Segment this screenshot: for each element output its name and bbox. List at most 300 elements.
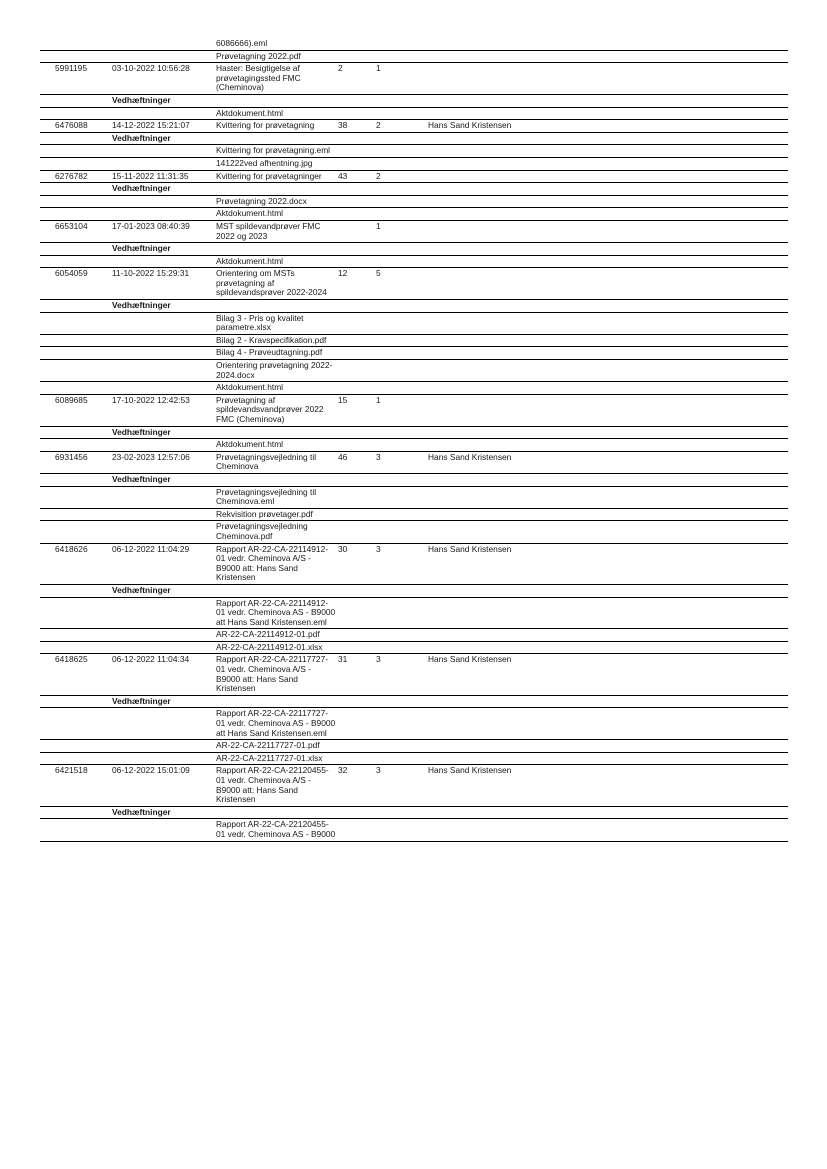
empty-cell xyxy=(40,708,110,740)
document-number: 43 xyxy=(336,170,374,183)
attachments-header-row xyxy=(40,426,788,439)
attachment-row xyxy=(40,819,788,841)
empty-cell xyxy=(336,243,374,256)
empty-cell xyxy=(336,806,374,819)
empty-cell xyxy=(428,195,788,208)
empty-cell xyxy=(336,584,374,597)
empty-cell xyxy=(214,132,336,145)
document-row xyxy=(40,543,788,584)
attachments-label: Vedhæftninger xyxy=(110,695,214,708)
empty-cell xyxy=(374,360,428,382)
empty-cell xyxy=(336,360,374,382)
empty-cell xyxy=(336,157,374,170)
document-person xyxy=(428,170,788,183)
empty-cell xyxy=(336,439,374,452)
empty-cell xyxy=(336,426,374,439)
document-row xyxy=(40,765,788,806)
attachments-header-row xyxy=(40,806,788,819)
empty-cell xyxy=(428,208,788,221)
empty-cell xyxy=(110,38,214,50)
attachment-name: Kvittering for prøvetagning.eml xyxy=(214,145,336,158)
document-number: 46 xyxy=(336,451,374,473)
attachment-name: 6086666).eml xyxy=(214,38,336,50)
attachment-name: Prøvetagning 2022.docx xyxy=(214,195,336,208)
empty-cell xyxy=(374,38,428,50)
empty-cell xyxy=(40,38,110,50)
empty-cell xyxy=(336,508,374,521)
attachment-name: AR-22-CA-22114912-01.xlsx xyxy=(214,641,336,654)
document-datetime: 06-12-2022 15:01:09 xyxy=(110,765,214,806)
attachment-row xyxy=(40,597,788,629)
document-number: 15 xyxy=(336,394,374,426)
attachments-label: Vedhæftninger xyxy=(110,806,214,819)
empty-cell xyxy=(374,486,428,508)
empty-cell xyxy=(40,426,110,439)
empty-cell xyxy=(336,334,374,347)
attachment-name: 141222ved afhentning.jpg xyxy=(214,157,336,170)
attachment-name: AR-22-CA-22117727-01.pdf xyxy=(214,740,336,753)
empty-cell xyxy=(110,439,214,452)
empty-cell xyxy=(40,183,110,196)
empty-cell xyxy=(336,708,374,740)
attachment-row xyxy=(40,439,788,452)
attachment-name: Aktdokument.html xyxy=(214,382,336,395)
document-count: 5 xyxy=(374,268,428,300)
attachment-row xyxy=(40,157,788,170)
empty-cell xyxy=(336,195,374,208)
empty-cell xyxy=(336,312,374,334)
empty-cell xyxy=(214,94,336,107)
document-person: Hans Sand Kristensen xyxy=(428,654,788,695)
empty-cell xyxy=(336,521,374,543)
attachment-name: Bilag 3 - Pris og kvalitet parametre.xlsx xyxy=(214,312,336,334)
empty-cell xyxy=(428,584,788,597)
empty-cell xyxy=(428,695,788,708)
empty-cell xyxy=(374,50,428,63)
document-id: 6054059 xyxy=(40,268,110,300)
empty-cell xyxy=(374,334,428,347)
empty-cell xyxy=(428,473,788,486)
empty-cell xyxy=(40,195,110,208)
empty-cell xyxy=(428,521,788,543)
document-title: Rapport AR-22-CA-22120455-01 vedr. Cheminova A/S - B9000 att: Hans Sand Kristensen xyxy=(214,765,336,806)
empty-cell xyxy=(214,695,336,708)
document-datetime: 03-10-2022 10:56:28 xyxy=(110,63,214,95)
empty-cell xyxy=(428,641,788,654)
empty-cell xyxy=(428,107,788,120)
empty-cell xyxy=(336,629,374,642)
attachment-name: Aktdokument.html xyxy=(214,208,336,221)
empty-cell xyxy=(214,243,336,256)
empty-cell xyxy=(40,145,110,158)
empty-cell xyxy=(336,145,374,158)
empty-cell xyxy=(110,752,214,765)
attachments-header-row xyxy=(40,473,788,486)
attachments-header-row xyxy=(40,132,788,145)
attachment-name: Rapport AR-22-CA-22117727-01 vedr. Cheminova AS - B9000 att Hans Sand Kristensen.eml xyxy=(214,708,336,740)
document-count: 3 xyxy=(374,765,428,806)
empty-cell xyxy=(336,132,374,145)
document-id: 6476088 xyxy=(40,120,110,133)
attachment-name: Prøvetagning 2022.pdf xyxy=(214,50,336,63)
document-row xyxy=(40,120,788,133)
empty-cell xyxy=(374,439,428,452)
attachments-label: Vedhæftninger xyxy=(110,300,214,313)
empty-cell xyxy=(336,38,374,50)
empty-cell xyxy=(110,145,214,158)
document-person xyxy=(428,220,788,242)
attachments-header-row xyxy=(40,584,788,597)
empty-cell xyxy=(374,508,428,521)
attachment-row xyxy=(40,195,788,208)
document-count: 3 xyxy=(374,543,428,584)
empty-cell xyxy=(374,183,428,196)
empty-cell xyxy=(336,597,374,629)
empty-cell xyxy=(428,752,788,765)
attachment-row xyxy=(40,629,788,642)
document-id: 6653104 xyxy=(40,220,110,242)
document-count: 3 xyxy=(374,451,428,473)
attachment-row xyxy=(40,50,788,63)
attachment-name: Orientering prøvetagning 2022-2024.docx xyxy=(214,360,336,382)
empty-cell xyxy=(374,145,428,158)
empty-cell xyxy=(110,255,214,268)
empty-cell xyxy=(110,334,214,347)
document-id: 6276782 xyxy=(40,170,110,183)
attachment-name: Bilag 4 - Prøveudtagning.pdf xyxy=(214,347,336,360)
document-title: Kvittering for prøvetagninger xyxy=(214,170,336,183)
document-person: Hans Sand Kristensen xyxy=(428,120,788,133)
empty-cell xyxy=(374,584,428,597)
document-person: Hans Sand Kristensen xyxy=(428,765,788,806)
attachments-header-row xyxy=(40,243,788,256)
document-id: 6931456 xyxy=(40,451,110,473)
empty-cell xyxy=(110,708,214,740)
attachment-row xyxy=(40,382,788,395)
empty-cell xyxy=(40,255,110,268)
document-row xyxy=(40,394,788,426)
attachment-name: Aktdokument.html xyxy=(214,107,336,120)
document-datetime: 23-02-2023 12:57:06 xyxy=(110,451,214,473)
attachments-header-row xyxy=(40,183,788,196)
document-number: 31 xyxy=(336,654,374,695)
empty-cell xyxy=(336,50,374,63)
empty-cell xyxy=(110,107,214,120)
empty-cell xyxy=(428,183,788,196)
empty-cell xyxy=(428,486,788,508)
empty-cell xyxy=(40,347,110,360)
empty-cell xyxy=(214,473,336,486)
empty-cell xyxy=(40,94,110,107)
empty-cell xyxy=(40,50,110,63)
empty-cell xyxy=(428,38,788,50)
document-count: 2 xyxy=(374,170,428,183)
case-documents-table xyxy=(40,38,788,842)
document-row xyxy=(40,654,788,695)
empty-cell xyxy=(40,695,110,708)
document-datetime: 17-10-2022 12:42:53 xyxy=(110,394,214,426)
empty-cell xyxy=(374,819,428,841)
empty-cell xyxy=(336,255,374,268)
empty-cell xyxy=(428,819,788,841)
empty-cell xyxy=(40,132,110,145)
document-title: Prøvetagningsvejledning til Cheminova xyxy=(214,451,336,473)
document-id: 6418626 xyxy=(40,543,110,584)
empty-cell xyxy=(336,347,374,360)
empty-cell xyxy=(110,521,214,543)
empty-cell xyxy=(110,597,214,629)
empty-cell xyxy=(40,597,110,629)
empty-cell xyxy=(40,208,110,221)
document-number: 12 xyxy=(336,268,374,300)
attachment-row xyxy=(40,508,788,521)
attachment-name: Prøvetagningsvejledning Cheminova.pdf xyxy=(214,521,336,543)
attachment-name: Rekvisition prøvetager.pdf xyxy=(214,508,336,521)
empty-cell xyxy=(40,752,110,765)
document-datetime: 15-11-2022 11:31:35 xyxy=(110,170,214,183)
attachment-row xyxy=(40,208,788,221)
empty-cell xyxy=(428,629,788,642)
document-datetime: 06-12-2022 11:04:34 xyxy=(110,654,214,695)
document-row xyxy=(40,268,788,300)
empty-cell xyxy=(374,347,428,360)
empty-cell xyxy=(336,473,374,486)
empty-cell xyxy=(374,473,428,486)
document-count: 1 xyxy=(374,63,428,95)
empty-cell xyxy=(428,312,788,334)
document-title: Prøvetagning af spildevandsvandprøver 2022 FMC (Cheminova) xyxy=(214,394,336,426)
document-title: Haster: Besigtigelse af prøvetagingssted FMC (Cheminova) xyxy=(214,63,336,95)
empty-cell xyxy=(428,740,788,753)
attachment-row xyxy=(40,521,788,543)
empty-cell xyxy=(336,183,374,196)
document-person xyxy=(428,394,788,426)
document-id: 5991195 xyxy=(40,63,110,95)
attachment-row xyxy=(40,347,788,360)
document-number: 30 xyxy=(336,543,374,584)
empty-cell xyxy=(110,819,214,841)
empty-cell xyxy=(374,740,428,753)
empty-cell xyxy=(428,806,788,819)
document-person xyxy=(428,268,788,300)
empty-cell xyxy=(336,641,374,654)
document-title: Kvittering for prøvetagning xyxy=(214,120,336,133)
empty-cell xyxy=(428,243,788,256)
empty-cell xyxy=(428,300,788,313)
empty-cell xyxy=(336,740,374,753)
empty-cell xyxy=(428,347,788,360)
empty-cell xyxy=(428,708,788,740)
attachment-name: Aktdokument.html xyxy=(214,255,336,268)
empty-cell xyxy=(336,382,374,395)
document-row xyxy=(40,451,788,473)
empty-cell xyxy=(214,183,336,196)
empty-cell xyxy=(336,94,374,107)
attachment-row xyxy=(40,740,788,753)
empty-cell xyxy=(40,521,110,543)
attachment-name: Aktdokument.html xyxy=(214,439,336,452)
attachments-header-row xyxy=(40,300,788,313)
empty-cell xyxy=(428,597,788,629)
document-id: 6421518 xyxy=(40,765,110,806)
document-person: Hans Sand Kristensen xyxy=(428,451,788,473)
empty-cell xyxy=(428,145,788,158)
document-person: Hans Sand Kristensen xyxy=(428,543,788,584)
document-datetime: 11-10-2022 15:29:31 xyxy=(110,268,214,300)
empty-cell xyxy=(40,334,110,347)
document-title: Rapport AR-22-CA-22117727-01 vedr. Cheminova A/S - B9000 att: Hans Sand Kristensen xyxy=(214,654,336,695)
empty-cell xyxy=(374,806,428,819)
empty-cell xyxy=(428,382,788,395)
empty-cell xyxy=(110,629,214,642)
document-datetime: 14-12-2022 15:21:07 xyxy=(110,120,214,133)
attachment-row xyxy=(40,38,788,50)
empty-cell xyxy=(374,255,428,268)
empty-cell xyxy=(40,360,110,382)
document-id: 6418625 xyxy=(40,654,110,695)
attachments-label: Vedhæftninger xyxy=(110,473,214,486)
document-id: 6089685 xyxy=(40,394,110,426)
empty-cell xyxy=(110,157,214,170)
empty-cell xyxy=(110,347,214,360)
empty-cell xyxy=(374,300,428,313)
empty-cell xyxy=(374,382,428,395)
attachment-name: Rapport AR-22-CA-22120455-01 vedr. Cheminova AS - B9000 xyxy=(214,819,336,841)
empty-cell xyxy=(374,195,428,208)
empty-cell xyxy=(110,641,214,654)
attachments-header-row xyxy=(40,695,788,708)
empty-cell xyxy=(336,208,374,221)
empty-cell xyxy=(428,439,788,452)
document-number: 2 xyxy=(336,63,374,95)
attachment-name: Rapport AR-22-CA-22114912-01 vedr. Cheminova AS - B9000 att Hans Sand Kristensen.eml xyxy=(214,597,336,629)
empty-cell xyxy=(110,508,214,521)
empty-cell xyxy=(374,641,428,654)
attachment-row xyxy=(40,708,788,740)
attachment-name: AR-22-CA-22114912-01.pdf xyxy=(214,629,336,642)
attachments-header-row xyxy=(40,94,788,107)
empty-cell xyxy=(374,752,428,765)
empty-cell xyxy=(374,629,428,642)
empty-cell xyxy=(428,157,788,170)
empty-cell xyxy=(40,300,110,313)
attachments-label: Vedhæftninger xyxy=(110,426,214,439)
attachments-label: Vedhæftninger xyxy=(110,584,214,597)
empty-cell xyxy=(110,360,214,382)
empty-cell xyxy=(110,740,214,753)
document-count: 2 xyxy=(374,120,428,133)
document-count: 1 xyxy=(374,220,428,242)
attachment-row xyxy=(40,334,788,347)
empty-cell xyxy=(40,740,110,753)
empty-cell xyxy=(374,157,428,170)
attachment-row xyxy=(40,312,788,334)
empty-cell xyxy=(428,508,788,521)
empty-cell xyxy=(214,426,336,439)
empty-cell xyxy=(336,107,374,120)
empty-cell xyxy=(374,208,428,221)
empty-cell xyxy=(40,819,110,841)
empty-cell xyxy=(40,806,110,819)
attachment-row xyxy=(40,360,788,382)
document-number: 38 xyxy=(336,120,374,133)
document-title: Orientering om MSTs prøvetagning af spildevandsprøver 2022-2024 xyxy=(214,268,336,300)
empty-cell xyxy=(336,486,374,508)
empty-cell xyxy=(40,486,110,508)
empty-cell xyxy=(214,300,336,313)
attachment-row xyxy=(40,486,788,508)
document-person xyxy=(428,63,788,95)
empty-cell xyxy=(40,508,110,521)
empty-cell xyxy=(428,334,788,347)
attachments-label: Vedhæftninger xyxy=(110,94,214,107)
empty-cell xyxy=(428,132,788,145)
empty-cell xyxy=(374,521,428,543)
attachment-name: AR-22-CA-22117727-01.xlsx xyxy=(214,752,336,765)
empty-cell xyxy=(336,695,374,708)
document-count: 3 xyxy=(374,654,428,695)
empty-cell xyxy=(40,243,110,256)
document-row xyxy=(40,170,788,183)
empty-cell xyxy=(374,312,428,334)
empty-cell xyxy=(336,752,374,765)
document-count: 1 xyxy=(374,394,428,426)
empty-cell xyxy=(428,360,788,382)
empty-cell xyxy=(374,597,428,629)
document-datetime: 06-12-2022 11:04:29 xyxy=(110,543,214,584)
empty-cell xyxy=(428,50,788,63)
empty-cell xyxy=(40,584,110,597)
empty-cell xyxy=(374,243,428,256)
empty-cell xyxy=(40,157,110,170)
empty-cell xyxy=(110,382,214,395)
empty-cell xyxy=(110,486,214,508)
empty-cell xyxy=(110,195,214,208)
document-title: MST spildevandprøver FMC 2022 og 2023 xyxy=(214,220,336,242)
empty-cell xyxy=(40,439,110,452)
empty-cell xyxy=(374,695,428,708)
empty-cell xyxy=(110,312,214,334)
attachment-name: Prøvetagningsvejledning til Cheminova.eml xyxy=(214,486,336,508)
empty-cell xyxy=(374,708,428,740)
empty-cell xyxy=(428,426,788,439)
empty-cell xyxy=(336,300,374,313)
document-number xyxy=(336,220,374,242)
document-number: 32 xyxy=(336,765,374,806)
empty-cell xyxy=(110,208,214,221)
attachment-row xyxy=(40,255,788,268)
empty-cell xyxy=(40,473,110,486)
empty-cell xyxy=(40,629,110,642)
empty-cell xyxy=(110,50,214,63)
empty-cell xyxy=(336,819,374,841)
empty-cell xyxy=(374,94,428,107)
empty-cell xyxy=(40,382,110,395)
attachment-row xyxy=(40,752,788,765)
empty-cell xyxy=(214,584,336,597)
empty-cell xyxy=(428,94,788,107)
document-datetime: 17-01-2023 08:40:39 xyxy=(110,220,214,242)
empty-cell xyxy=(40,641,110,654)
document-row xyxy=(40,220,788,242)
attachment-name: Bilag 2 - Kravspecifikation.pdf xyxy=(214,334,336,347)
empty-cell xyxy=(374,426,428,439)
document-title: Rapport AR-22-CA-22114912-01 vedr. Cheminova A/S - B9000 att: Hans Sand Kristensen xyxy=(214,543,336,584)
empty-cell xyxy=(214,806,336,819)
attachments-label: Vedhæftninger xyxy=(110,132,214,145)
empty-cell xyxy=(40,312,110,334)
empty-cell xyxy=(374,107,428,120)
